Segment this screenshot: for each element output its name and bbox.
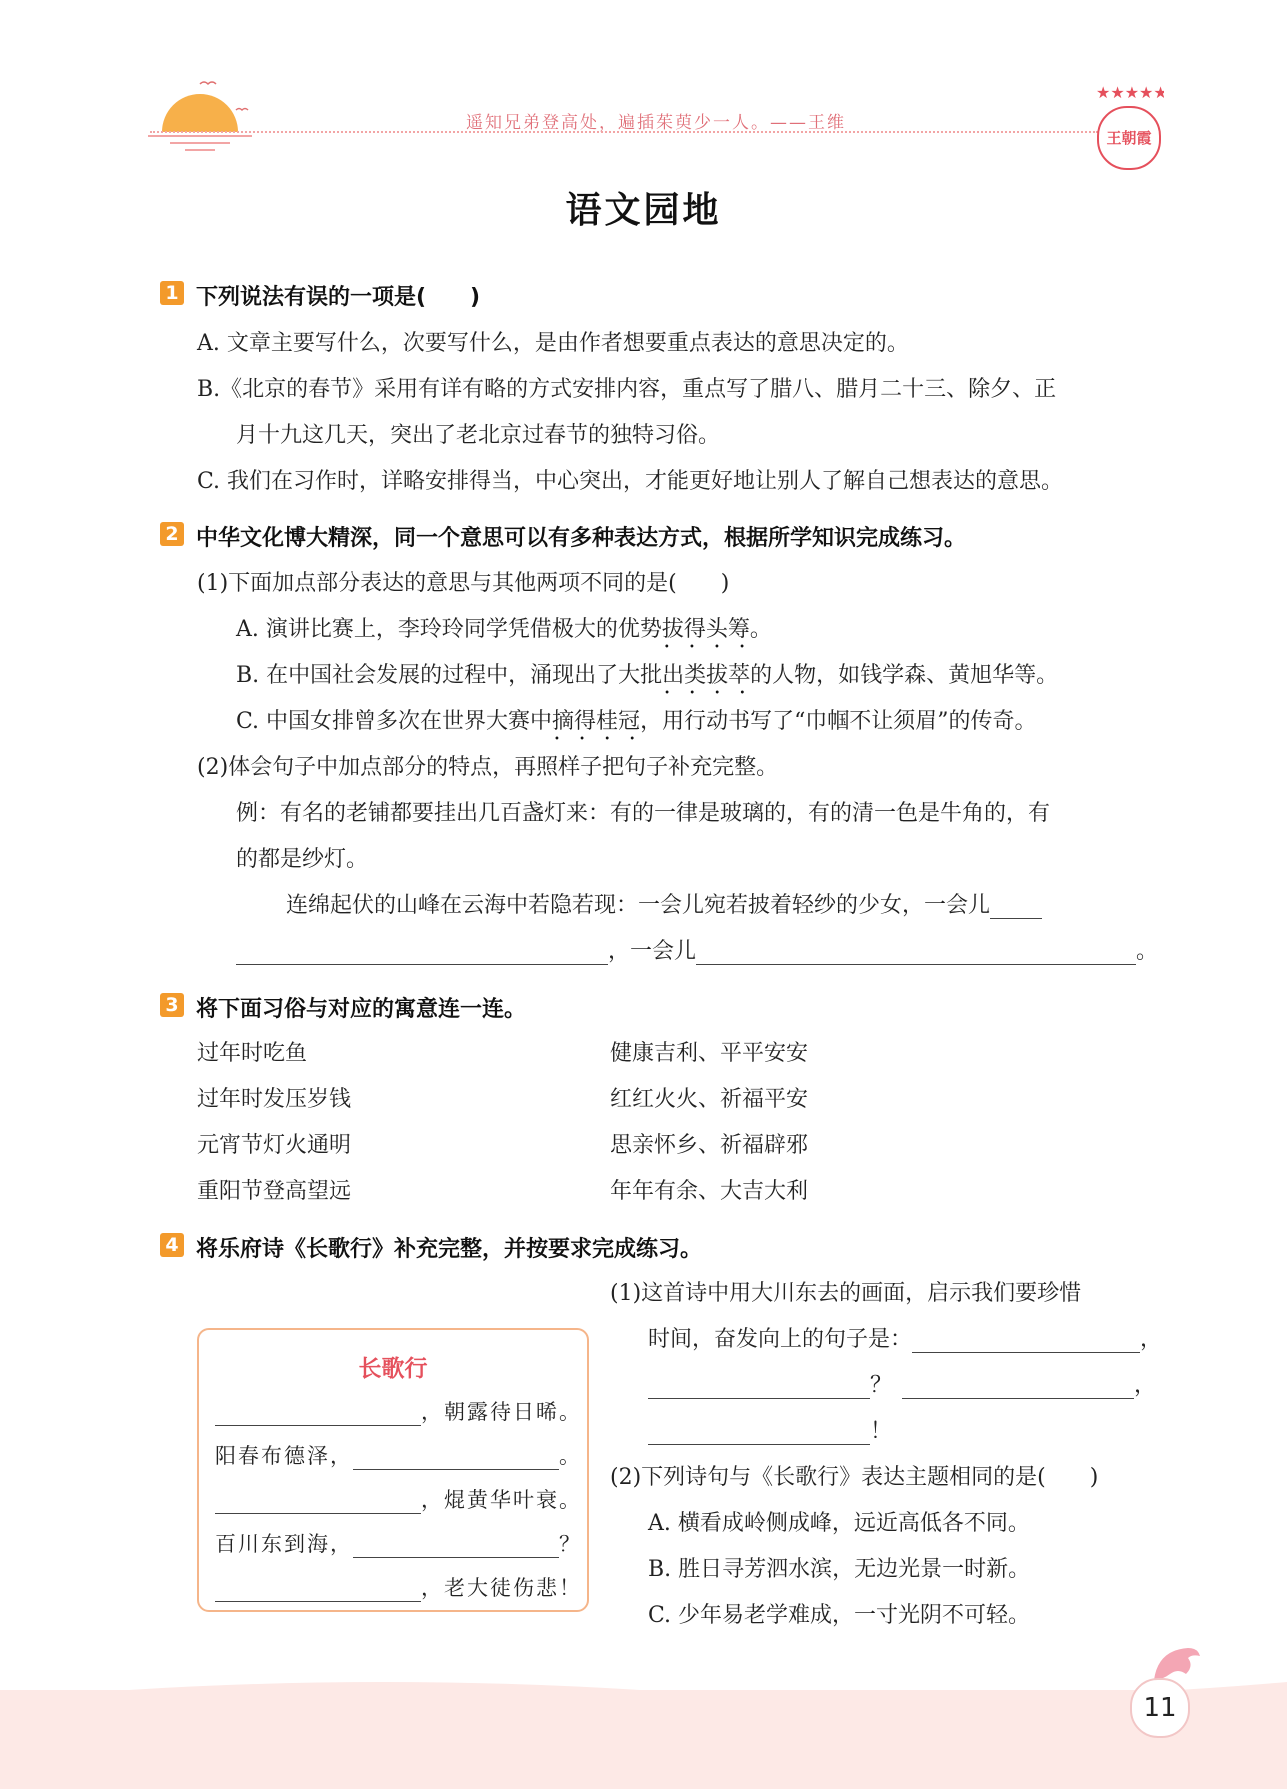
header-motto: 遥知兄弟登高处，遍插茱萸少一人。——王维 [466,113,846,133]
poem-end-2: 。 [559,1444,582,1468]
poem-card [197,1328,589,1612]
question-2-badge: 2 [160,522,184,546]
q4-sub1-line3 [648,1368,1156,1399]
custom-item[interactable]: 过年时吃鱼 [197,1041,308,1066]
q4-excl: ！ [870,1419,893,1444]
question-4-stem: 将乐府诗《长歌行》补充完整，并按要求完成练习。 [196,1237,703,1262]
answer-blank-2[interactable] [236,942,608,965]
q2-example-line2: 的都是纱灯。 [236,847,369,872]
q4-comma-2: ， [1134,1373,1157,1398]
header-divider [150,131,1098,133]
poem-line-4 [215,1528,582,1558]
q4-qmark: ？ [870,1373,893,1398]
answer-blank-3[interactable] [696,942,1136,965]
q2-fill-line2 [236,934,1158,965]
question-1-badge: 1 [160,281,184,305]
q2-b-end: 的人物，如钱学森、黄旭华等。 [750,663,1059,688]
q4-sub1-line2 [648,1322,1162,1353]
poem-line-5 [215,1572,582,1602]
q4-sub1-text: 时间，奋发向上的句子是： [648,1327,913,1352]
q4-blank-2[interactable] [648,1376,870,1399]
q4-option-c[interactable]: C. 少年易老学难成，一寸光阴不可轻。 [648,1603,1031,1628]
meaning-item[interactable]: 年年有余、大吉大利 [610,1179,809,1204]
custom-item[interactable]: 重阳节登高望远 [197,1179,352,1204]
question-3-stem: 将下面习俗与对应的寓意连一连。 [196,997,527,1022]
question-3-badge: 3 [160,993,184,1017]
q2-a-text: A. 演讲比赛上，李玲玲同学凭借极大的优势 [236,617,662,642]
poem-blank-2[interactable] [353,1447,559,1470]
q2-fill-end: 。 [1136,939,1159,964]
q1-option-b-line2: 月十九这几天，突出了老北京过春节的独特习俗。 [236,423,721,448]
meaning-item[interactable]: 健康吉利、平平安安 [610,1041,809,1066]
svg-text:★★★★★: ★★★★★ [1096,83,1164,102]
question-1-stem: 下列说法有误的一项是( ) [196,285,481,310]
q2-part1-prompt: (1)下面加点部分表达的意思与其他两项不同的是( ) [197,571,730,596]
q2-fill-line1 [286,888,1042,919]
q2-a-end: 。 [749,617,772,642]
meaning-item[interactable]: 红红火火、祈福平安 [610,1087,809,1112]
question-4-badge: 4 [160,1233,184,1257]
stamp-circle [1097,106,1161,170]
poem-text-4: 百川东到海， [215,1532,353,1556]
q2-c-emphasis: 摘得桂冠 • • • • [552,709,640,734]
stamp-text: 王朝霞 [1106,129,1152,147]
q4-option-a[interactable]: A. 横看成岭侧成峰，远近高低各不同。 [648,1511,1030,1536]
q2-part2-prompt: (2)体会句子中加点部分的特点，再照样子把句子补充完整。 [197,755,779,780]
poem-text-5: ，老大徒伤悲！ [421,1576,582,1600]
q2-example-line1: 例：有名的老铺都要挂出几百盏灯来：有的一律是玻璃的，有的清一色是牛角的，有 [236,801,1051,826]
custom-item[interactable]: 过年时发压岁钱 [197,1087,352,1112]
page-title: 语文园地 [565,190,722,231]
answer-blank-1[interactable] [990,896,1042,919]
q1-option-c: C. 我们在习作时，详略安排得当，中心突出，才能更好地让别人了解自己想表达的意思。 [197,469,1064,494]
q4-blank-3[interactable] [902,1376,1134,1399]
q2-fill-mid: ，一会儿 [608,939,697,964]
q2-fill-text: 连绵起伏的山峰在云海中若隐若现：一会儿宛若披着轻纱的少女，一会儿 [286,893,991,918]
poem-text-1: ，朝露待日晞。 [421,1400,582,1424]
q4-option-b[interactable]: B. 胜日寻芳泗水滨，无边光景一时新。 [648,1557,1031,1582]
poem-text-2: 阳春布德泽， [215,1444,353,1468]
poem-line-2 [215,1440,582,1470]
question-2-stem: 中华文化博大精深，同一个意思可以有多种表达方式，根据所学知识完成练习。 [196,526,967,551]
q4-sub2-prompt: (2)下列诗句与《长歌行》表达主题相同的是( ) [610,1465,1099,1490]
q1-option-b-line1: B.《北京的春节》采用有详有略的方式安排内容，重点写了腊八、腊月二十三、除夕、正 [197,377,1057,402]
q2-c-text: C. 中国女排曾多次在世界大赛中 [236,709,553,734]
poem-blank-1[interactable] [215,1403,421,1426]
q4-sub1-line1: (1)这首诗中用大川东去的画面，启示我们要珍惜 [610,1281,1082,1306]
page-number: 11 [1130,1678,1190,1738]
q2-option-b [236,658,1058,689]
q2-option-a [236,612,772,643]
poem-line-1 [215,1396,582,1426]
q2-b-text: B. 在中国社会发展的过程中，涌现出了大批 [236,663,663,688]
q4-blank-4[interactable] [648,1422,870,1445]
q2-a-emphasis: 拔得头筹 • • • • [662,617,750,642]
q4-comma-1: ， [1140,1327,1163,1352]
poem-end-4: ？ [559,1532,582,1556]
q2-option-c [236,704,1037,735]
poem-text-3: ，焜黄华叶衰。 [421,1488,582,1512]
sunset-logo [140,70,260,160]
q2-b-emphasis: 出类拔萃 • • • • [662,663,750,688]
brand-stamp [1092,78,1164,168]
custom-item[interactable]: 元宵节灯火通明 [197,1133,352,1158]
poem-blank-3[interactable] [215,1491,421,1514]
poem-blank-5[interactable] [215,1579,421,1602]
poem-blank-4[interactable] [353,1535,559,1558]
q2-c-end: ，用行动书写了“巾帼不让须眉”的传奇。 [640,709,1037,734]
poem-title: 长歌行 [358,1356,428,1382]
q1-option-a: A. 文章主要写什么，次要写什么，是由作者想要重点表达的意思决定的。 [197,331,909,356]
stars-icon [1092,78,1164,102]
q4-blank-1[interactable] [912,1330,1140,1353]
footer-band [0,1690,1287,1789]
q4-sub1-line4 [648,1414,892,1445]
poem-line-3 [215,1484,582,1514]
meaning-item[interactable]: 思亲怀乡、祈福辟邪 [610,1133,809,1158]
